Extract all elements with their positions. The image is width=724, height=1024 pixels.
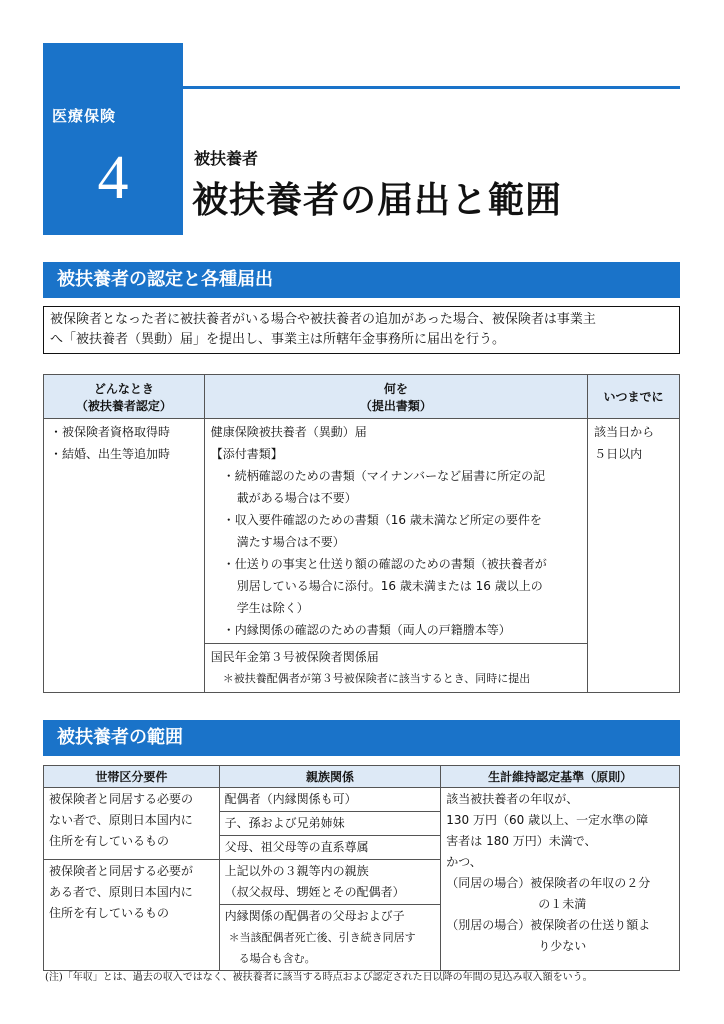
relation-cell: 父母、祖父母等の直系尊属 [219, 836, 441, 860]
chapter-badge [43, 43, 183, 235]
table-header-row [44, 375, 680, 419]
household-req-cell: 被保険者と同居する必要の ない者で、原則日本国内に 住所を有しているもの [44, 788, 220, 860]
page-title: 被扶養者の届出と範囲 [192, 180, 563, 221]
section-heading-notification: 被扶養者の認定と各種届出 [43, 262, 680, 298]
when-cell: ・被保険者資格取得時 ・結婚、出生等追加時 [44, 419, 205, 693]
documents-cell: 健康保険被扶養者（異動）届 【添付書類】 ・続柄確認のための書類（マイナンバーなど届書に所定の記 載がある場合は不要） ・収入要件確認のための書類（16 歳未満など所定の要件を 満たす場合は不要） ・仕送りの事実と仕送り額の確認のための書類（被扶養者が 別居している場合に添付。16 歳未満または 16 歳以上の 学生は除く） ・内縁関係の確認のための書類（両人の戸籍謄本等） [204, 419, 587, 644]
intro-line: へ「被扶養者（異動）届」を提出し、事業主は所轄年金事務所に届出を行う。 [50, 332, 506, 347]
criteria-same-household: （同居の場合） 被保険者の年収の２分 の１未満 [446, 876, 651, 911]
relation-cell: 配偶者（内縁関係も可） [219, 788, 441, 812]
header-rule [183, 86, 680, 89]
col-header-relation: 親族関係 [219, 766, 441, 788]
table-row [44, 788, 680, 812]
deadline-cell: 該当日から ５日以内 [588, 419, 680, 693]
household-req-cell: 被保険者と同居する必要が ある者で、原則日本国内に 住所を有しているもの [44, 860, 220, 971]
section-heading-scope: 被扶養者の範囲 [43, 720, 680, 756]
footnote: (注)「年収」とは、過去の収入ではなく、被扶養者に該当する時点および認定された日以降の年間の見込み収入額をいう。 [45, 972, 593, 983]
intro-box [43, 306, 680, 354]
relation-cell: 上記以外の３親等内の親族 （叔父叔母、甥姪とその配偶者） [219, 860, 441, 905]
table-row [44, 419, 680, 644]
col-header-when: どんなとき （被扶養者認定） [44, 375, 205, 419]
col-header-what: 何を （提出書類） [204, 375, 587, 419]
criteria-separate-household: （別居の場合） 被保険者の仕送り額よ り少ない [446, 918, 651, 953]
notification-table [43, 374, 680, 693]
relation-cell: 内縁関係の配偶者の父母および子 ＊当該配偶者死亡後、引き続き同居す る場合も含む。 [219, 905, 441, 971]
page-subtitle: 被扶養者 [194, 149, 259, 168]
col-header-household: 世帯区分要件 [44, 766, 220, 788]
chapter-category: 医療保険 [52, 107, 117, 125]
col-header-deadline: いつまでに [588, 375, 680, 419]
pension-form-cell: 国民年金第３号被保険者関係届 ＊被扶養配偶者が第３号被保険者に該当するとき、同時に提出 [204, 644, 587, 693]
col-header-criteria: 生計維持認定基準（原則） [441, 766, 680, 788]
intro-line: 被保険者となった者に被扶養者がいる場合や被扶養者の追加があった場合、被保険者は事業主 [50, 312, 596, 327]
criteria-cell: 該当被扶養者の年収が、 130 万円（60 歳以上、一定水準の障 害者は 180 万円）未満で、 かつ、 （同居の場合） 被保険者の年収の２分 の１未満 （別居の場合） 被保険者の仕送り額よ り少ない [441, 788, 680, 971]
dependent-scope-table [43, 765, 680, 971]
chapter-number: 4 [97, 144, 129, 212]
relation-cell: 子、孫および兄弟姉妹 [219, 812, 441, 836]
table-header-row [44, 766, 680, 788]
